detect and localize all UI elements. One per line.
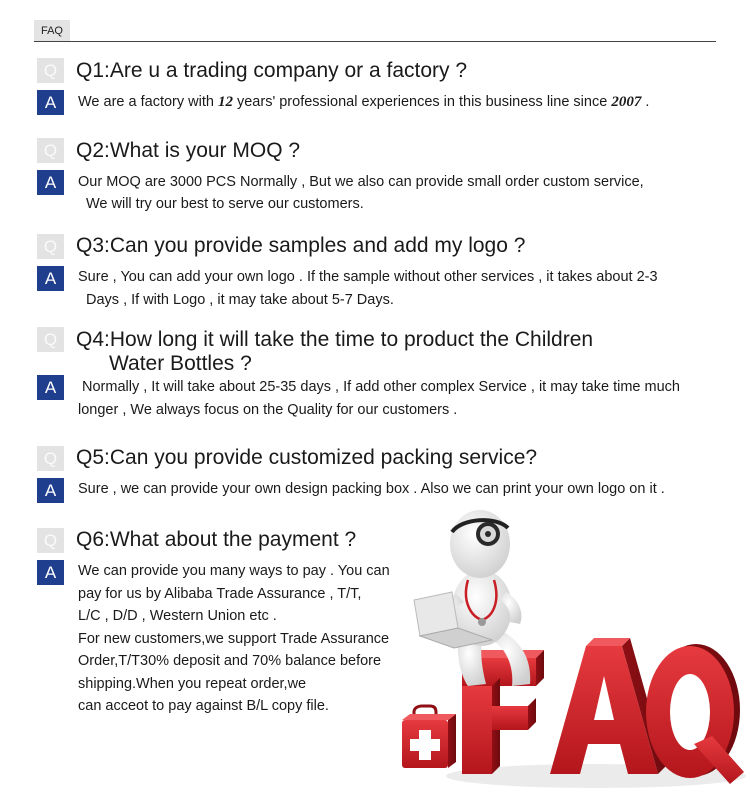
answer-4-line-2: longer , We always focus on the Quality for our customers . <box>78 402 458 418</box>
answer-badge: A <box>37 266 64 291</box>
answer-2-line-2: We will try our best to serve our customers. <box>86 196 364 212</box>
doctor-figure <box>414 510 530 686</box>
answer-1-pre: We are a factory with <box>78 94 218 110</box>
question-badge: Q <box>37 58 64 83</box>
question-badge: Q <box>37 234 64 259</box>
answer-1-post: . <box>641 94 650 110</box>
answer-6-line-1: We can provide you many ways to pay . You can <box>78 563 390 579</box>
question-badge: Q <box>37 528 64 553</box>
question-1: Q1:Are u a trading company or a factory ? <box>76 59 468 82</box>
question-badge: Q <box>37 446 64 471</box>
answer-3-line-2: Days , If with Logo , it may take about 5-7 Days. <box>86 292 394 308</box>
faq-header-tab: FAQ <box>34 20 70 42</box>
question-4-line-1: Q4:How long it will take the time to product the Children <box>76 328 594 351</box>
answer-6-line-7: can acceot to pay against B/L copy file. <box>78 698 329 714</box>
answer-4-line-1: Normally , It will take about 25-35 days , If add other complex Service , it may take time much <box>82 379 680 395</box>
answer-6-line-3: L/C , D/D , Western Union etc . <box>78 608 277 624</box>
question-5: Q5:Can you provide customized packing service? <box>76 446 538 469</box>
answer-badge: A <box>37 90 64 115</box>
answer-6-line-6: shipping.When you repeat order,we <box>78 676 307 692</box>
question-3: Q3:Can you provide samples and add my logo ? <box>76 234 526 257</box>
answer-1 <box>78 91 649 114</box>
answer-3-line-1: Sure , You can add your own logo . If the sample without other services , it takes about 2-3 <box>78 269 658 285</box>
years-number: 12 <box>217 94 233 110</box>
answer-6-line-5: Order,T/T30% deposit and 70% balance before <box>78 653 382 669</box>
answer-badge: A <box>37 478 64 503</box>
question-6: Q6:What about the payment ? <box>76 528 357 551</box>
answer-badge: A <box>37 375 64 400</box>
answer-badge: A <box>37 560 64 585</box>
question-4-line-2: Water Bottles ? <box>109 352 252 375</box>
answer-2-line-1: Our MOQ are 3000 PCS Normally , But we also can provide small order custom service, <box>78 174 644 190</box>
question-2: Q2:What is your MOQ ? <box>76 139 301 162</box>
question-badge: Q <box>37 138 64 163</box>
faq-doctor-illustration <box>396 508 746 798</box>
first-aid-kit-icon <box>402 706 456 768</box>
answer-6-line-2: pay for us by Alibaba Trade Assurance , T/T, <box>78 586 362 602</box>
answer-badge: A <box>37 170 64 195</box>
answer-6-line-4: For new customers,we support Trade Assurance <box>78 631 390 647</box>
question-badge: Q <box>37 327 64 352</box>
answer-1-mid: years' professional experiences in this business line since <box>232 94 612 110</box>
answer-5-line-1: Sure , we can provide your own design packing box . Also we can print your own logo on it . <box>78 481 665 497</box>
since-year: 2007 <box>611 94 642 110</box>
header-divider <box>34 41 716 42</box>
